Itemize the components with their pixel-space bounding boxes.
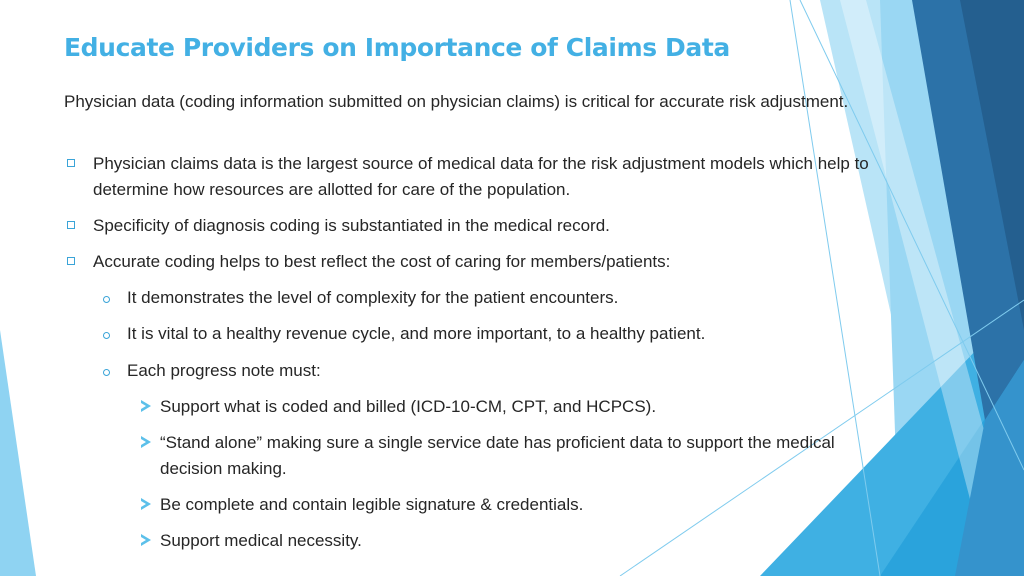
arrow-bullet-icon [141,436,151,448]
circle-bullet-icon [103,369,110,376]
left-edge-facet [0,330,36,576]
intro-paragraph: Physician data (coding information submitted on physician claims) is critical for accurate risk adjustment. [64,92,849,111]
progress-note-item [160,430,890,482]
bullet-text: Accurate coding helps to best reflect the cost of caring for members/patients: [93,252,671,271]
progress-note-item [160,492,890,518]
arrow-bullet-icon [141,498,151,510]
progress-note-item [160,528,890,554]
bullet-item [93,249,883,275]
progress-note-text: Support what is coded and billed (ICD-10-CM, CPT, and HCPCS). [160,397,657,416]
bullet-item [93,213,883,239]
progress-note-text: “Stand alone” making sure a single service date has proficient data to support the medical decision making. [160,433,835,478]
sub-bullet-item [127,358,887,384]
sub-bullet-item [127,285,887,311]
circle-bullet-icon [103,296,110,303]
sub-bullet-item [127,321,887,347]
arrow-bullet-icon [141,400,151,412]
square-bullet-icon [67,159,75,167]
slide-title: Educate Providers on Importance of Claims Data [64,33,730,62]
arrow-bullet-icon [141,534,151,546]
progress-note-text: Be complete and contain legible signature & credentials. [160,495,584,514]
progress-note-text: Support medical necessity. [160,531,362,550]
bullet-text: Physician claims data is the largest source of medical data for the risk adjustment models which help to determine how resources are allotted for care of the population. [93,154,869,199]
sub-bullet-text: It is vital to a healthy revenue cycle, and more important, to a healthy patient. [127,324,706,343]
sub-bullet-text: It demonstrates the level of complexity for the patient encounters. [127,288,619,307]
circle-bullet-icon [103,332,110,339]
bullet-item [93,151,883,203]
bullet-text: Specificity of diagnosis coding is substantiated in the medical record. [93,216,610,235]
sub-bullet-text: Each progress note must: [127,361,321,380]
square-bullet-icon [67,221,75,229]
square-bullet-icon [67,257,75,265]
progress-note-item [160,394,890,420]
